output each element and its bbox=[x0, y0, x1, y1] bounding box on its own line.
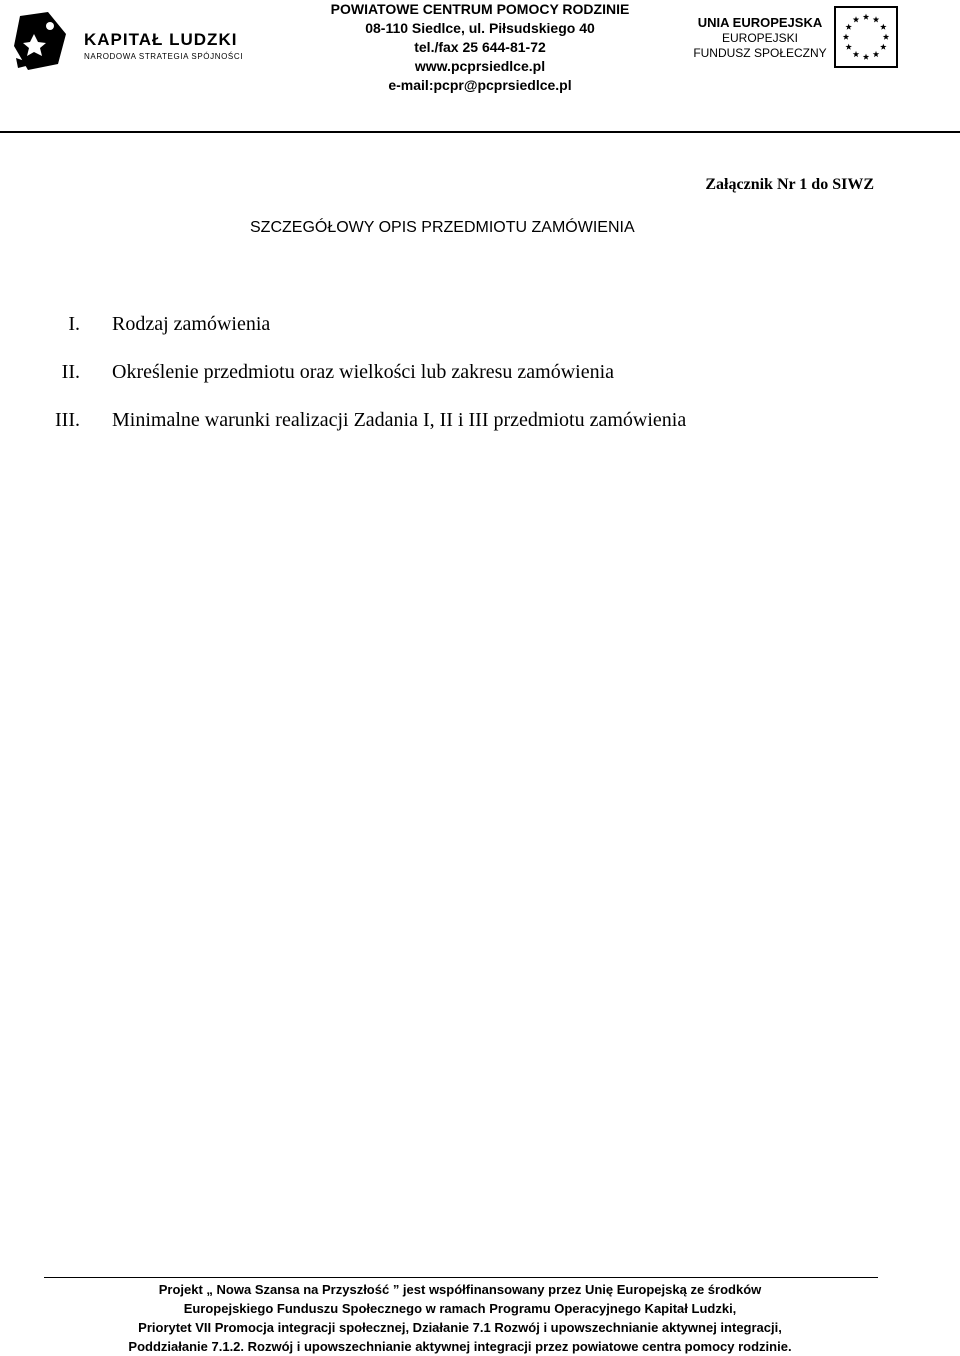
org-email-link[interactable]: e-mail:pcpr@pcprsiedlce.pl bbox=[388, 77, 572, 93]
eu-line-2: EUROPEJSKI bbox=[721, 31, 799, 45]
attachment-label: Załącznik Nr 1 do SIWZ bbox=[705, 176, 874, 193]
footer-line: Projekt „ Nowa Szansa na Przyszłość ” jest współfinansowany przez Unię Europejską ze środków bbox=[158, 1282, 762, 1297]
footer-divider bbox=[44, 1277, 878, 1278]
org-phone: tel./fax 25 644-81-72 bbox=[414, 39, 546, 55]
section-text: Rodzaj zamówienia bbox=[112, 313, 271, 335]
section-number: I. bbox=[68, 313, 80, 335]
section-number: III. bbox=[55, 409, 80, 431]
eu-line-3: FUNDUSZ SPOŁECZNY bbox=[693, 46, 827, 60]
section-text: Minimalne warunki realizacji Zadania I, II i III przedmiotu zamówienia bbox=[112, 409, 687, 431]
footer-line: Priorytet VII Promocja integracji społecznej, Działanie 7.1 Rozwój i upowszechnianie aktywnej integracji, bbox=[138, 1320, 782, 1335]
eu-flag-icon bbox=[834, 6, 898, 68]
section-number: II. bbox=[61, 361, 80, 383]
footer-line: Europejskiego Funduszu Społecznego w ramach Programu Operacyjnego Kapitał Ludzki, bbox=[183, 1301, 737, 1316]
kapital-ludzki-name: KAPITAŁ LUDZKI bbox=[84, 30, 238, 49]
org-address: 08-110 Siedlce, ul. Piłsudskiego 40 bbox=[365, 20, 595, 36]
footer-line: Poddziałanie 7.1.2. Rozwój i upowszechnianie aktywnej integracji przez powiatowe centra pomocy rodzinie. bbox=[128, 1339, 792, 1354]
section-text: Określenie przedmiotu oraz wielkości lub zakresu zamówienia bbox=[112, 361, 615, 383]
eu-line-1: UNIA EUROPEJSKA bbox=[697, 15, 823, 30]
kapital-ludzki-star-icon bbox=[14, 12, 66, 70]
org-name: POWIATOWE CENTRUM POMOCY RODZINIE bbox=[330, 1, 630, 17]
kapital-ludzki-subtitle: NARODOWA STRATEGIA SPÓJNOŚCI bbox=[84, 52, 244, 61]
header-divider bbox=[0, 131, 960, 133]
eu-logo-text bbox=[690, 14, 830, 61]
kapital-ludzki-logo bbox=[14, 12, 254, 72]
document-title: SZCZEGÓŁOWY OPIS PRZEDMIOTU ZAMÓWIENIA bbox=[250, 219, 635, 236]
organization-address-block bbox=[300, 0, 660, 95]
org-website-link[interactable]: www.pcprsiedlce.pl bbox=[414, 58, 546, 74]
